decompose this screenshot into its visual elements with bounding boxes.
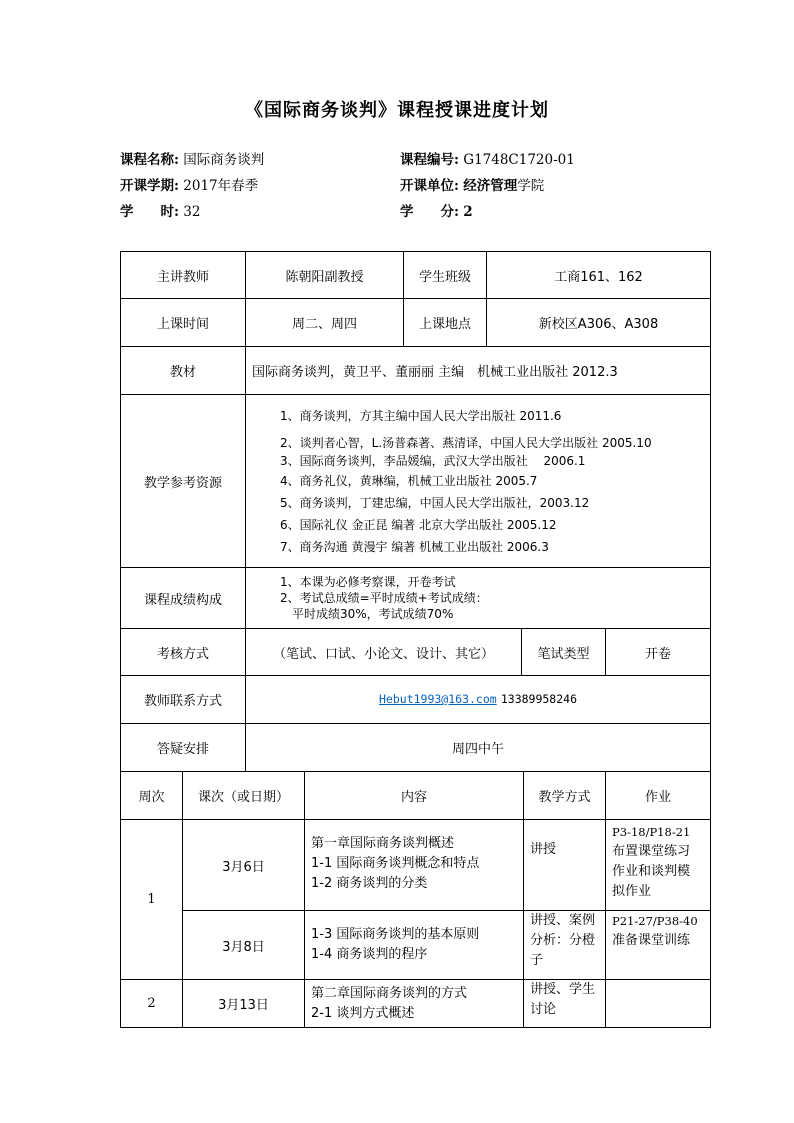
week-cell: 2 <box>121 980 183 1028</box>
method-cell: 讲授、案例分析：分橙子 <box>524 911 606 980</box>
class-value: 工商161、162 <box>487 252 711 299</box>
credits-label: 学 分: <box>400 204 459 220</box>
ref-item: 1、商务谈判，方其主编中国人民大学出版社 2011.6 <box>280 408 562 423</box>
contact-value <box>246 676 711 724</box>
content-line: 1-3 国际商务谈判的基本原则 <box>311 927 480 942</box>
course-name-label: 课程名称: <box>120 152 179 168</box>
method-cell: 讲授 <box>524 820 606 911</box>
homework-line: 拟作业 <box>612 884 652 899</box>
course-name-field <box>120 148 264 168</box>
refs-label: 教学参考资源 <box>121 395 246 568</box>
teacher-label: 主讲教师 <box>121 252 246 299</box>
course-info-table <box>120 251 711 772</box>
grade-details <box>246 568 711 629</box>
class-label: 学生班级 <box>404 252 487 299</box>
content-line: 第一章国际商务谈判概述 <box>311 836 455 851</box>
table-row <box>121 820 711 911</box>
content-line: 第二章国际商务谈判的方式 <box>311 985 468 1001</box>
content-cell <box>305 980 524 1028</box>
method-cell: 讲授、学生讨论 <box>524 980 606 1028</box>
homework-line: 布置课堂练习 <box>612 844 691 859</box>
content-cell <box>305 820 524 911</box>
week-cell: 1 <box>121 820 183 980</box>
date-cell: 3月6日 <box>183 820 305 911</box>
page-title: 《国际商务谈判》课程授课进度计划 <box>245 100 549 121</box>
homework-line: P3-18/P18-21 <box>612 825 691 839</box>
grade-label: 课程成绩构成 <box>121 568 246 629</box>
homework-cell <box>606 980 711 1028</box>
time-label: 上课时间 <box>121 299 246 347</box>
qa-label: 答疑安排 <box>121 724 246 772</box>
teacher-value: 陈朝阳副教授 <box>246 252 404 299</box>
date-cell: 3月13日 <box>183 980 305 1028</box>
credits-field <box>400 200 473 220</box>
grade-line: 2、考试总成绩=平时成绩+考试成绩： <box>280 591 488 605</box>
content-line: 2-1 谈判方式概述 <box>311 1005 415 1021</box>
table-row <box>121 911 711 980</box>
credits-value: 2 <box>463 204 473 220</box>
exam-label: 考核方式 <box>121 629 246 676</box>
hours-value: 32 <box>183 204 201 220</box>
ref-item: 3、国际商务谈判，李品媛编，武汉大学出版社 2006.1 <box>280 453 586 468</box>
course-code-field <box>400 148 575 168</box>
exam-value: （笔试、口试、小论文、设计、其它） <box>246 629 522 676</box>
grade-line: 平时成绩30%，考试成绩70% <box>280 607 454 621</box>
exam-type-value: 开卷 <box>606 629 711 676</box>
course-code-value: G1748C1720-01 <box>463 152 575 168</box>
unit-value-bold: 经济管理 <box>463 178 518 194</box>
header-method: 教学方式 <box>524 772 606 820</box>
contact-email-link[interactable]: Hebut1993@163.com <box>379 692 497 706</box>
contact-phone: 13389958246 <box>500 692 578 706</box>
qa-value: 周四中午 <box>246 724 711 772</box>
time-value: 周二、周四 <box>246 299 404 347</box>
hours-field <box>120 200 200 220</box>
header-homework: 作业 <box>606 772 711 820</box>
homework-cell <box>606 820 711 911</box>
content-line: 1-1 国际商务谈判概念和特点 <box>311 856 480 871</box>
table-row <box>121 980 711 1028</box>
header-content: 内容 <box>305 772 524 820</box>
term-label: 开课学期: <box>120 178 179 194</box>
ref-item: 4、商务礼仪，黄琳编，机械工业出版社 2005.7 <box>280 473 538 488</box>
textbook-label: 教材 <box>121 347 246 395</box>
unit-field <box>400 174 544 194</box>
date-cell: 3月8日 <box>183 911 305 980</box>
header-week: 周次 <box>121 772 183 820</box>
exam-type-label: 笔试类型 <box>522 629 606 676</box>
hours-label: 学 时: <box>120 204 179 220</box>
course-name-value: 国际商务谈判 <box>183 152 265 168</box>
grade-line: 1、本课为必修考察课，开卷考试 <box>280 575 456 589</box>
course-code-label: 课程编号: <box>400 152 459 168</box>
contact-label: 教师联系方式 <box>121 676 246 724</box>
schedule-header-row <box>121 772 711 820</box>
ref-item: 7、商务沟通 黄漫宇 编著 机械工业出版社 2006.3 <box>280 539 549 554</box>
ref-item: 6、国际礼仪 金正昆 编著 北京大学出版社 2005.12 <box>280 517 557 532</box>
textbook-value: 国际商务谈判，黄卫平、董丽丽 主编 机械工业出版社 2012.3 <box>246 347 711 395</box>
place-label: 上课地点 <box>404 299 487 347</box>
schedule-table <box>120 771 711 1028</box>
content-line: 1-2 商务谈判的分类 <box>311 876 428 891</box>
refs-list <box>246 395 711 568</box>
header-date: 课次（或日期） <box>183 772 305 820</box>
ref-item: 2、谈判者心智，L.汤普森著、燕清译，中国人民大学出版社 2005.10 <box>280 435 652 450</box>
term-field <box>120 174 258 194</box>
unit-value-rest: 学院 <box>517 178 545 194</box>
homework-cell <box>606 911 711 980</box>
homework-line: 准备课堂训练 <box>612 933 691 948</box>
homework-line: 作业和谈判模 <box>612 864 691 879</box>
term-value: 2017年春季 <box>183 178 259 194</box>
place-value: 新校区A306、A308 <box>487 299 711 347</box>
unit-label: 开课单位: <box>400 178 459 194</box>
content-cell <box>305 911 524 980</box>
homework-line: P21-27/P38-40 <box>612 914 698 928</box>
ref-item: 5、商务谈判，丁建忠编，中国人民大学出版社，2003.12 <box>280 495 590 510</box>
content-line: 1-4 商务谈判的程序 <box>311 947 428 962</box>
